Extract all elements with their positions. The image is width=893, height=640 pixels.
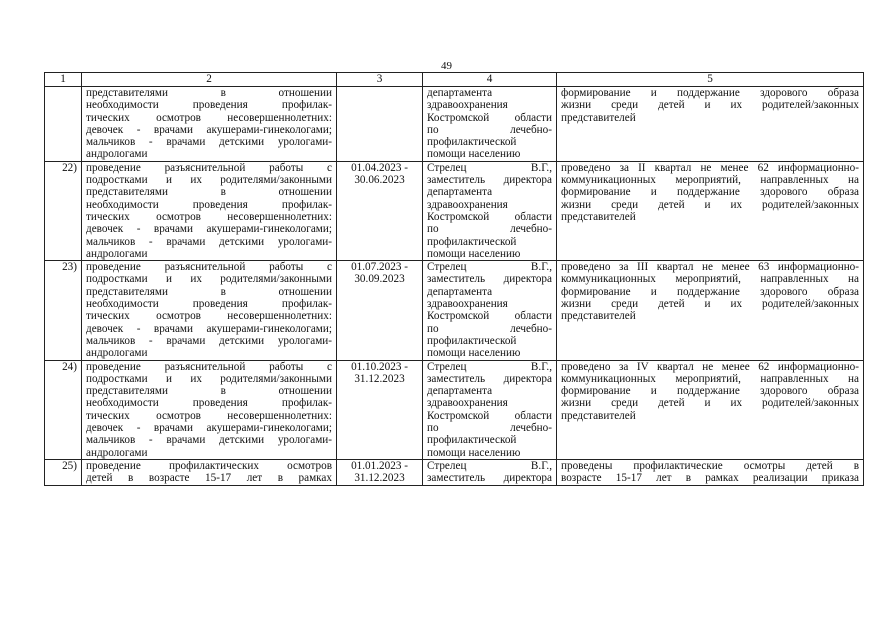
- expected-result-cell: [557, 161, 864, 260]
- measure-description-line: подростками и их родителями/законными: [86, 174, 332, 187]
- measure-description-line: необходимости проведения профилак-: [86, 298, 332, 311]
- expected-result-line: представителей: [561, 409, 636, 422]
- measure-description-line: необходимости проведения профилак-: [86, 397, 332, 410]
- measure-description-line: девочек - врачами акушерами-гинекологами;: [86, 123, 332, 136]
- responsible-person-line: заместитель директора: [427, 174, 552, 187]
- measure-description-line: проведение разъяснительной работы с: [86, 161, 332, 174]
- responsible-person-line: Костромской области: [427, 310, 552, 323]
- expected-result-line: коммуникационных мероприятий, направленных на: [561, 372, 859, 385]
- column-header-5: 5: [557, 73, 864, 87]
- responsible-person-line: по лечебно-: [427, 123, 552, 136]
- expected-result-line: жизни среди детей и их родителей/законных: [561, 99, 859, 112]
- table-row: [45, 261, 864, 360]
- measure-description-line: проведение профилактических осмотров: [86, 459, 332, 472]
- expected-result-line: проведены профилактические осмотры детей в: [561, 459, 859, 472]
- expected-result-line: жизни среди детей и их родителей/законных: [561, 298, 859, 311]
- responsible-person-line: помощи населению: [427, 347, 521, 360]
- table-row: [45, 161, 864, 260]
- responsible-person-line: департамента: [427, 87, 493, 99]
- period-cell: [337, 161, 423, 260]
- row-number: 22): [62, 161, 77, 174]
- expected-result-line: проведено за III квартал не менее 63 информационно-: [561, 261, 859, 274]
- measure-description-line: девочек - врачами акушерами-гинекологами;: [86, 322, 332, 335]
- row-number-cell: [45, 87, 82, 162]
- measure-description-line: тических осмотров несовершеннолетних:: [86, 310, 332, 323]
- responsible-person-line: Стрелец В.Г.,: [427, 360, 552, 373]
- responsible-person-line: Костромской области: [427, 210, 552, 223]
- period-line: 01.01.2023 -: [351, 459, 408, 472]
- responsible-person-line: Костромской области: [427, 409, 552, 422]
- expected-result-cell: [557, 261, 864, 360]
- responsible-person-line: Стрелец В.Г.,: [427, 161, 552, 174]
- responsible-person-line: департамента: [427, 285, 493, 298]
- responsible-person-line: профилактической: [427, 235, 517, 248]
- row-number-cell: [45, 161, 82, 260]
- expected-result-cell: [557, 459, 864, 485]
- expected-result-cell: [557, 360, 864, 459]
- measure-description-line: тических осмотров несовершеннолетних:: [86, 111, 332, 124]
- row-number-cell: [45, 360, 82, 459]
- responsible-person-line: заместитель директора: [427, 372, 552, 385]
- measure-description-line: мальчиков - врачами детскими урологами-: [86, 434, 332, 447]
- period-line: 30.06.2023: [354, 174, 405, 187]
- table-row: [45, 87, 864, 162]
- responsible-person-cell: [423, 87, 557, 162]
- responsible-person-line: помощи населению: [427, 446, 521, 459]
- expected-result-line: формирование и поддержание здорового образа: [561, 186, 859, 199]
- expected-result-line: представителей: [561, 310, 636, 323]
- period-line: 01.07.2023 -: [351, 261, 408, 274]
- row-number: 23): [62, 261, 77, 274]
- measure-description-line: подростками и их родителями/законными: [86, 273, 332, 286]
- expected-result-line: представителей: [561, 210, 636, 223]
- measure-description-line: тических осмотров несовершеннолетних:: [86, 210, 332, 223]
- measure-description-line: проведение разъяснительной работы с: [86, 360, 332, 373]
- expected-result-line: коммуникационных мероприятий, направленных на: [561, 273, 859, 286]
- expected-result-line: жизни среди детей и их родителей/законных: [561, 397, 859, 410]
- responsible-person-line: департамента: [427, 186, 493, 199]
- responsible-person-line: по лечебно-: [427, 223, 552, 236]
- expected-result-line: формирование и поддержание здорового образа: [561, 285, 859, 298]
- responsible-person-line: по лечебно-: [427, 422, 552, 435]
- expected-result-line: формирование и поддержание здорового образа: [561, 87, 859, 99]
- expected-result-line: проведено за IV квартал не менее 62 информационно-: [561, 360, 859, 373]
- measure-description-cell: [82, 360, 337, 459]
- measure-description-line: андрологами: [86, 148, 148, 161]
- measure-description-line: необходимости проведения профилак-: [86, 99, 332, 112]
- row-number: [49, 87, 77, 99]
- expected-result-line: коммуникационных мероприятий, направленных на: [561, 174, 859, 187]
- period-cell: [337, 360, 423, 459]
- expected-result-line: представителей: [561, 111, 636, 124]
- responsible-person-line: помощи населению: [427, 148, 521, 161]
- measure-description-line: андрологами: [86, 446, 148, 459]
- measure-description-line: представителями в отношении: [86, 186, 332, 199]
- responsible-person-line: профилактической: [427, 136, 517, 149]
- responsible-person-line: здравоохранения: [427, 397, 508, 410]
- measure-description-line: андрологами: [86, 247, 148, 260]
- measure-description-line: представителями в отношении: [86, 285, 332, 298]
- period-cell: [337, 261, 423, 360]
- row-number: 24): [62, 360, 77, 373]
- responsible-person-line: Костромской области: [427, 111, 552, 124]
- responsible-person-cell: [423, 459, 557, 485]
- responsible-person-line: по лечебно-: [427, 322, 552, 335]
- period-line: 01.10.2023 -: [351, 360, 408, 373]
- responsible-person-line: заместитель директора: [427, 273, 552, 286]
- period-line: 30.09.2023: [354, 273, 405, 286]
- measure-description-line: тических осмотров несовершеннолетних:: [86, 409, 332, 422]
- column-header-1: 1: [45, 73, 82, 87]
- responsible-person-line: помощи населению: [427, 247, 521, 260]
- measure-description-line: мальчиков - врачами детскими урологами-: [86, 235, 332, 248]
- responsible-person-line: заместитель директора: [427, 472, 552, 485]
- measure-description-cell: [82, 161, 337, 260]
- measure-description-line: проведение разъяснительной работы с: [86, 261, 332, 274]
- responsible-person-line: профилактической: [427, 334, 517, 347]
- measure-description-cell: [82, 459, 337, 485]
- responsible-person-line: профилактической: [427, 434, 517, 447]
- expected-result-line: формирование и поддержание здорового образа: [561, 385, 859, 398]
- responsible-person-line: здравоохранения: [427, 99, 508, 112]
- measure-description-line: девочек - врачами акушерами-гинекологами;: [86, 422, 332, 435]
- measure-description-line: детей в возрасте 15-17 лет в рамках: [86, 472, 332, 485]
- row-number-cell: [45, 459, 82, 485]
- period-cell: [337, 459, 423, 485]
- measure-description-line: андрологами: [86, 347, 148, 360]
- responsible-person-line: департамента: [427, 385, 493, 398]
- column-header-2: 2: [82, 73, 337, 87]
- measure-description-line: представителями в отношении: [86, 385, 332, 398]
- responsible-person-cell: [423, 261, 557, 360]
- measure-description-cell: [82, 261, 337, 360]
- responsible-person-line: здравоохранения: [427, 298, 508, 311]
- measure-description-line: представителями в отношении: [86, 87, 332, 99]
- responsible-person-cell: [423, 360, 557, 459]
- responsible-person-line: здравоохранения: [427, 198, 508, 211]
- row-number: 25): [62, 459, 77, 472]
- period-line: 31.12.2023: [354, 472, 405, 485]
- measure-description-line: мальчиков - врачами детскими урологами-: [86, 334, 332, 347]
- responsible-person-line: Стрелец В.Г.,: [427, 459, 552, 472]
- measure-description-line: необходимости проведения профилак-: [86, 198, 332, 211]
- row-number-cell: [45, 261, 82, 360]
- expected-result-line: жизни среди детей и их родителей/законных: [561, 198, 859, 211]
- table-row: [45, 360, 864, 459]
- page-number: 49: [441, 60, 452, 72]
- measure-description-line: девочек - врачами акушерами-гинекологами;: [86, 223, 332, 236]
- responsible-person-cell: [423, 161, 557, 260]
- column-header-4: 4: [423, 73, 557, 87]
- column-header-3: 3: [337, 73, 423, 87]
- measure-description-line: подростками и их родителями/законными: [86, 372, 332, 385]
- period-cell: [337, 87, 423, 162]
- period-line: 01.04.2023 -: [351, 161, 408, 174]
- responsible-person-line: Стрелец В.Г.,: [427, 261, 552, 274]
- plan-table: [44, 72, 864, 486]
- expected-result-line: проведено за II квартал не менее 62 информационно-: [561, 161, 859, 174]
- measure-description-cell: [82, 87, 337, 162]
- column-header-row: [45, 73, 864, 87]
- period-line: 31.12.2023: [354, 372, 405, 385]
- expected-result-line: возрасте 15-17 лет в рамках реализации приказа: [561, 472, 859, 485]
- measure-description-line: мальчиков - врачами детскими урологами-: [86, 136, 332, 149]
- table-row: [45, 459, 864, 485]
- expected-result-cell: [557, 87, 864, 162]
